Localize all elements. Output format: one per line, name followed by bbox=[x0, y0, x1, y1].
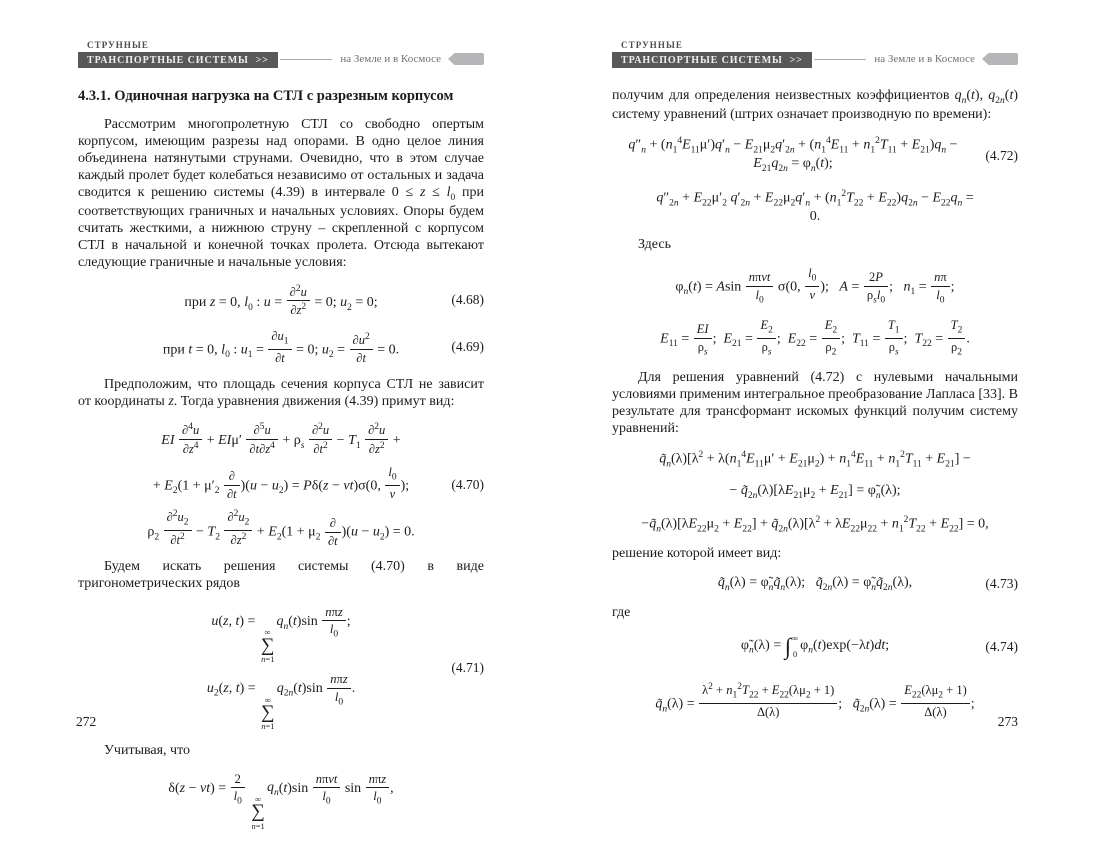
equation-4-73 bbox=[612, 575, 1018, 593]
equation-delta bbox=[78, 772, 484, 830]
equation-number: (4.70) bbox=[451, 476, 484, 492]
equation-line: $\rho_2$ $\frac{\partial^2u_2}{\partial t^2}$ − $T_2$ $\frac{\partial^2u_2}{\partial z^2}$ + $E_2(1 + \mu_2$ ∂ ∂t )$(u - u_2) = 0$. bbox=[147, 509, 415, 548]
equation-number: (4.73) bbox=[985, 576, 1018, 592]
running-header bbox=[78, 36, 484, 68]
equation-body: $q̃_n(\lambda)$ = $\varphĩ_nq̃_n(\lambda)$; $q̃_{2n}(\lambda)$ = $\varphĩ_nq̃_{2n}(\lambda)$, bbox=[717, 575, 913, 594]
header-tagline: на Земле и в Космосе bbox=[340, 53, 441, 65]
paragraph-assume: Предположим, что площадь сечения корпуса СТЛ не зависит от координаты z. Тогда уравнения движения (4.39) примут вид: bbox=[78, 376, 484, 409]
section-title: 4.3.1. Одиночная нагрузка на СТЛ с разрезным корпусом bbox=[78, 88, 454, 104]
equation-body: δ(z − vt) = $\frac{2}{l_0}$ ∞ ∑ n=1 $q_n(t)\sin$ nπvt $l_0$ sin nπz $l_0$ , bbox=[168, 771, 394, 831]
equation-final bbox=[612, 682, 1018, 719]
brand-block bbox=[78, 40, 278, 68]
paragraph-laplace: Для решения уравнений (4.72) с нулевыми начальными условиями применим интегральное преобразование Лапласа [33]. В результате для трансформант искомых функций получим систему уравнений: bbox=[612, 369, 1018, 436]
header-rule bbox=[280, 59, 333, 60]
equation-4-74 bbox=[612, 634, 1018, 660]
equation-line: $u_2(z$, t) = ∞ ∑ n=1 $q_{2n}(t)\sin$ nπz $l_0$ . bbox=[206, 672, 356, 732]
equation-line: $q̃_n(\lambda)[\lambda^2 + \lambda(n_1^4E_{11}\mu' + E_{21}\mu_2) + n_1^4E_{11} + n_1^2T_{11} + E_{21}]$ − bbox=[659, 449, 971, 470]
paragraph-seek: Будем искать решения системы (4.70) в виде тригонометрических рядов bbox=[78, 559, 484, 592]
label-where: где bbox=[612, 605, 631, 621]
equation-number: (4.72) bbox=[985, 147, 1018, 163]
equation-4-70 bbox=[78, 422, 484, 547]
paragraph-intro: Рассмотрим многопролетную СТЛ со свободно опертым корпусом, имеющим разрезы над опорами. В одно целое линия объединена натянутыми струнами. Очевидно, что в этом случае каждый пролет будет колебаться независимо от остальных и задача сводится к решению системы (4.39) в интервале $0 \le z \le l_0$ при соответствующих граничных и начальных условиях. Опоры будем считать жесткими, а нижнюю струну – скрепленной с корпусом СТЛ в начальной и конечной точках пролета. Отсюда вытекают следующие граничные и начальные условия: bbox=[78, 117, 484, 270]
equation-4-71 bbox=[78, 605, 484, 731]
equation-4-72 bbox=[612, 136, 1018, 225]
equation-body: $q̃_n(\lambda)$ = $\frac{\lambda^2 + n_1^2T_{22} + E_{22}(\lambda\mu_2 + 1)}{\Delta(\lambda)}$ ; $q̃_{2n}(\lambda)$ = $\frac{E_{22}(\lambda\mu_2 + 1)}{\Delta(\lambda)}$ ; bbox=[655, 681, 975, 719]
equation-phi-defs bbox=[612, 266, 1018, 306]
brand-badge: ТРАНСПОРТНЫЕ СИСТЕМЫ >> bbox=[78, 52, 278, 68]
brand-top-label: СТРУННЫЕ bbox=[621, 40, 684, 50]
equation-number: (4.74) bbox=[985, 638, 1018, 654]
equation-line: $-q̃_n(\lambda)[\lambda E_{22}\mu_2 + E_{22}]$ + $q̃_{2n}(\lambda)[\lambda^2 + \lambda E_{22}\mu_{22} + n_1^2T_{22} + E_{22}] = 0$, bbox=[641, 514, 989, 535]
equation-line: $q''_n + (n_1^4E_{11}\mu')q'_n - E_{21}\mu_2q'_{2n} + (n_1^4E_{11} + n_1^2T_{11} + E_{21})q_n - E_{21}q_{2n} = \varphi_n(t)$; bbox=[628, 136, 958, 174]
page-number-right: 273 bbox=[997, 714, 1018, 729]
paragraph-solution: решение которой имеет вид: bbox=[612, 546, 782, 562]
header-tagline: на Земле и в Космосе bbox=[874, 53, 975, 65]
equation-line: − $q̃_{2n}(\lambda)[\lambda E_{21}\mu_2 + E_{21}]$ = $\varphĩ_n(\lambda)$; bbox=[729, 483, 901, 501]
equation-number: (4.69) bbox=[451, 338, 484, 354]
running-header bbox=[612, 36, 1018, 68]
page-left bbox=[78, 36, 484, 842]
left-arrow-icon bbox=[448, 53, 484, 65]
equation-line: + $E_2(1 + \mu'_2$ ∂ ∂t )$(u - u_2) = P\delta(z - vt)\sigma(0$, $\frac{l_0}{v}$ ); bbox=[152, 464, 410, 501]
equation-transform-system bbox=[612, 450, 1018, 535]
equation-body: $E_{11}$ = $\frac{EI}{\rho_s}$ ; $E_{21}$ = $\frac{E_2}{\rho_s}$ ; $E_{22}$ = $\frac{E_2}{\rho_2}$ ; $T_{11}$ = $\frac{T_1}{\rho_s}$ ; $T_{22}$ = $\frac{T_2}{\rho_2}$ . bbox=[660, 317, 970, 358]
equation-line: u(z, t) = ∞ ∑ n=1 $q_n(t)\sin$ nπz $l_0$ ; bbox=[211, 604, 351, 664]
left-arrow-icon bbox=[982, 53, 1018, 65]
equation-body: при t = 0, $l_0$ : $u_1$ = $\frac{\partial u_1}{\partial t}$ = 0; $u_2$ = $\frac{\partial u^2}{\partial t}$ = 0. bbox=[162, 329, 400, 366]
brand-badge: ТРАНСПОРТНЫЕ СИСТЕМЫ >> bbox=[612, 52, 812, 68]
paragraph-obtain: получим для определения неизвестных коэффициентов $q_n(t)$, $q_{2n}(t)$ систему уравнений (штрих означает производную по времени): bbox=[612, 88, 1018, 123]
page-right bbox=[612, 36, 1018, 730]
equation-4-69 bbox=[78, 329, 484, 365]
equation-coefficient-defs bbox=[612, 318, 1018, 358]
equation-body: $\varphĩ_n(\lambda)$ = ∫ ∞ 0 $\varphi_n(t)\exp(-\lambda t)dt$; bbox=[740, 632, 890, 660]
label-here: Здесь bbox=[638, 236, 671, 252]
equation-body: $\varphi_n(t) = Asin$ nπvt $l_0$ σ(0, $\frac{l_0}{v}$ ); A = 2P $\rho_sl_0$ ; $n_1$ = $\frac{n\pi}{l_0}$ ; bbox=[675, 265, 955, 306]
page-number-left: 272 bbox=[76, 714, 97, 729]
brand-top-label: СТРУННЫЕ bbox=[87, 40, 150, 50]
equation-body: при z = 0, $l_0$ : u = $\frac{\partial^2u}{\partial z^2}$ = 0; $u_2 = 0$; bbox=[184, 283, 378, 318]
equation-line: EI $\frac{\partial^4u}{\partial z^4}$ + EIμ′ $\frac{\partial^5u}{\partial t\partial z^4}$ + $\rho_s$ $\frac{\partial^2u}{\partial t^2}$ − $T_1$ $\frac{\partial^2u}{\partial z^2}$ + bbox=[161, 422, 401, 457]
brand-block bbox=[612, 40, 812, 68]
equation-4-68 bbox=[78, 284, 484, 317]
equation-number: (4.71) bbox=[451, 659, 484, 675]
header-rule bbox=[814, 59, 867, 60]
equation-number: (4.68) bbox=[451, 292, 484, 308]
paragraph-given: Учитывая, что bbox=[104, 742, 191, 758]
equation-line: $q''_{2n} + E_{22}\mu'_2$ $q'_{2n} + E_{22}\mu_2q'_n + (n_1^2T_{22} + E_{22})q_{2n} - E_{22}q_n = 0$. bbox=[656, 189, 974, 224]
